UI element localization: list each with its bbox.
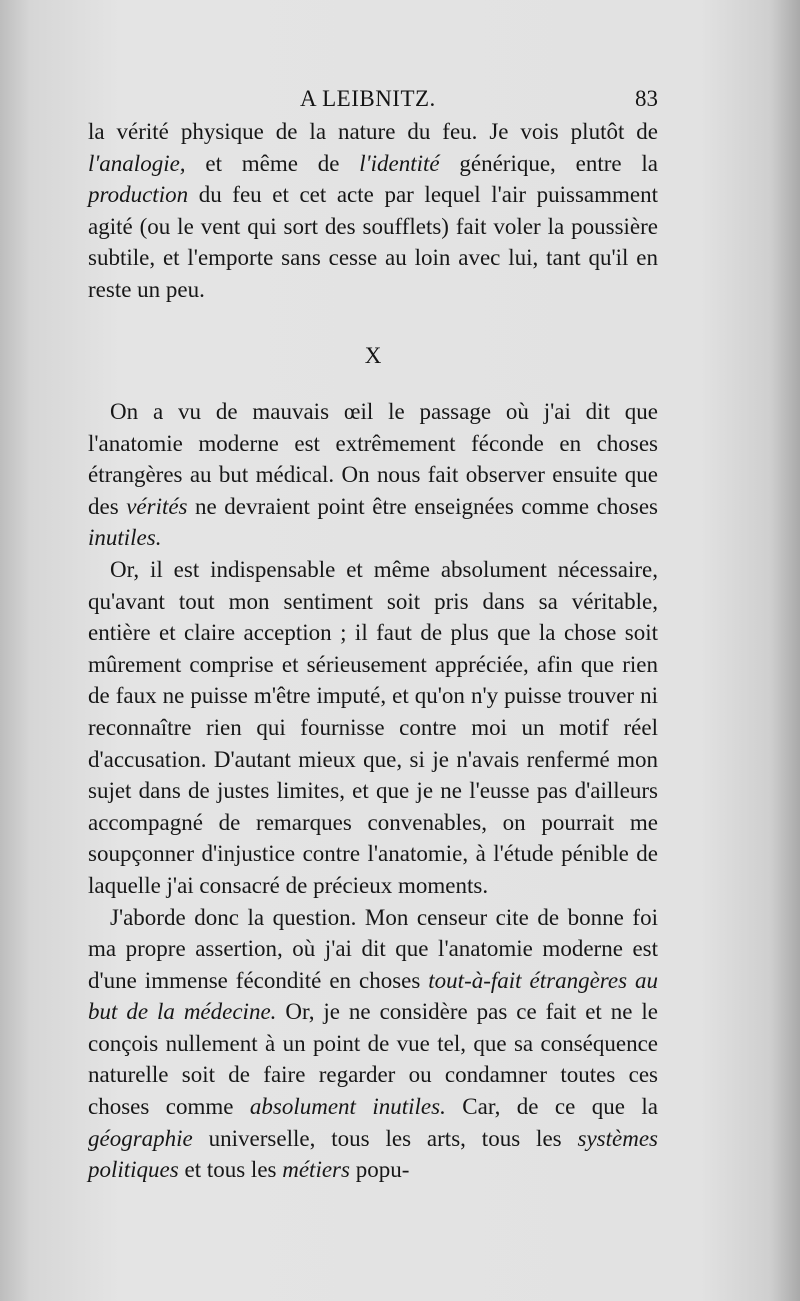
text-run: J'aborde donc la question. Mon censeur cite de bonne foi ma propre assertion, où j'ai dit que l'anatomie moderne est d'une immense fécondité en choses (88, 904, 658, 993)
paragraph (88, 554, 658, 902)
italic-run: production (88, 182, 189, 208)
paragraph-continued (88, 116, 658, 306)
text-run: générique, entre la (439, 150, 658, 176)
italic-run: vérités (126, 493, 188, 519)
text-run: Or, je ne considère pas ce fait et ne le conçois nullement à un point de vue tel, que sa conséquence naturelle soit de faire regarder ou condamner toutes ces choses comme (88, 999, 658, 1120)
text-run: Or, il est indispensable et même absolument nécessaire, qu'avant tout mon sentiment soit pris dans sa véritable, entière et claire acception ; il faut de plus que la chose soit mûrement comprise et sérieusement appréciée, afin que rien de faux ne puisse m'être imputé, et qu'on n'y puisse trouver ni reconnaître rien qui fournisse contre moi un motif réel d'accusation. D'autant mieux que, si je n'avais renfermé mon sujet dans de justes limites, et que je ne l'eusse pas d'ailleurs accompagné de remarques convenables, on pourrait me soupçonner d'injustice contre l'anatomie, à l'étude pénible de laquelle j'ai consacré de précieux moments. (88, 556, 658, 898)
paragraph (88, 902, 658, 1186)
text-run: ne devraient point être enseignées comme choses (187, 493, 658, 519)
text-run: universelle, tous les arts, tous les (192, 1125, 578, 1151)
italic-run: tout-à-fait étrangères au but de la médecine. (88, 967, 658, 1025)
running-title: A LEIBNITZ. (300, 86, 436, 111)
italic-run: inutiles. (88, 525, 162, 551)
section-heading: X (364, 343, 382, 368)
italic-run: systèmes politiques (88, 1125, 658, 1183)
italic-run: géographie (88, 1125, 193, 1151)
italic-run: l'analogie, (88, 150, 186, 176)
text-run: Car, de ce que la (445, 1094, 658, 1120)
italic-run: métiers (282, 1157, 350, 1183)
page-number: 83 (635, 86, 658, 111)
text-block-main (88, 396, 658, 1186)
text-block-top (88, 116, 658, 306)
italic-run: absolument inutiles. (249, 1094, 446, 1120)
text-run: et même de (185, 150, 360, 176)
text-run: popu- (349, 1157, 410, 1183)
italic-run: l'identité (359, 150, 440, 176)
text-run: On a vu de mauvais œil le passage où j'ai dit que l'anatomie moderne est extrêmement féconde en choses étrangères au but médical. On nous fait observer ensuite que des (88, 399, 658, 519)
text-run: la vérité physique de la nature du feu. Je vois plutôt de (88, 119, 658, 144)
text-run: du feu et cet acte par lequel l'air puissamment agité (ou le vent qui sort des soufflets) fait voler la poussière subtile, et l'emporte sans cesse au loin avec lui, tant qu'il en reste un peu. (88, 182, 658, 302)
paragraph (88, 396, 658, 554)
text-run: et tous les (178, 1157, 283, 1183)
